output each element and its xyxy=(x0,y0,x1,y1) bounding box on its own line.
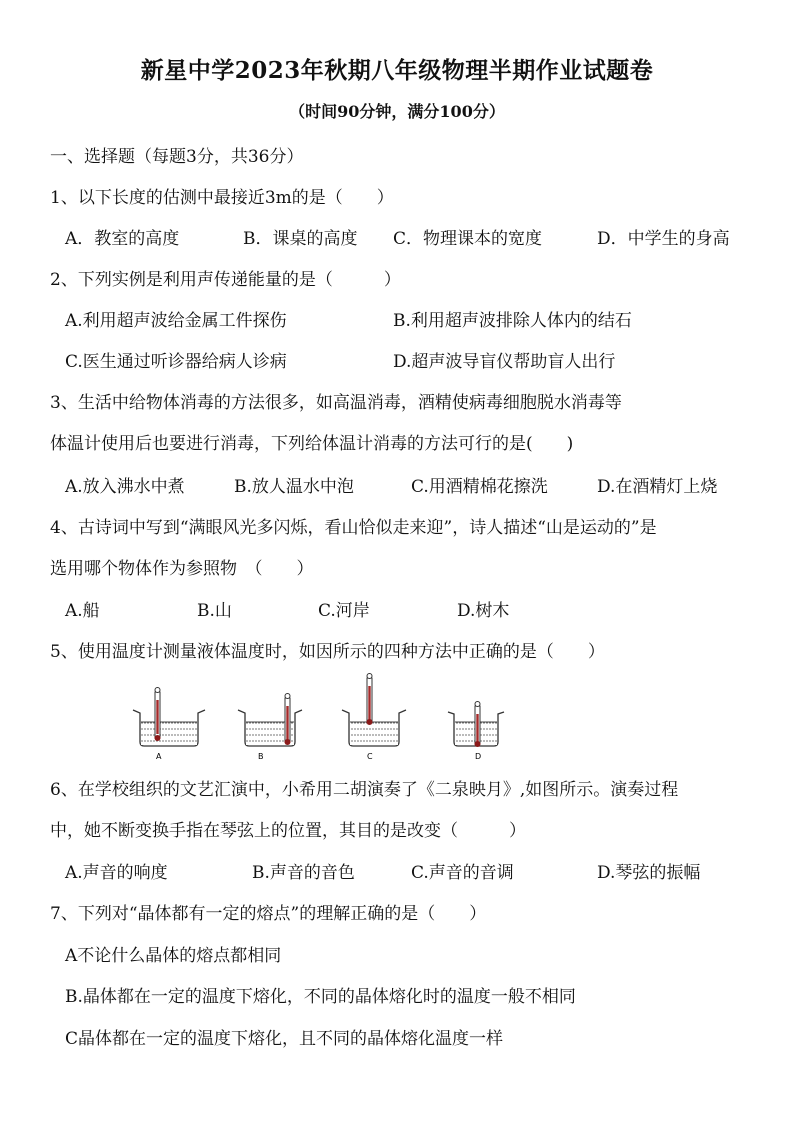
q1-option-d: D．中学生的身高 xyxy=(597,229,730,249)
q6-option-b: B.声音的音色 xyxy=(252,863,355,883)
exam-title: 新星中学2023年秋期八年级物理半期作业试题卷 xyxy=(140,57,654,84)
label-a: A xyxy=(156,752,162,761)
question-6-stem-line2: 中，她不断变换手指在琴弦上的位置，其目的是改变（ ） xyxy=(50,821,526,841)
q4-option-a: A.船 xyxy=(65,601,100,621)
q2-option-d: D.超声波导盲仪帮助盲人出行 xyxy=(393,352,616,372)
q6-option-a: A.声音的响度 xyxy=(65,863,168,883)
question-5-stem: 5、使用温度计测量液体温度时，如因所示的四种方法中正确的是（ ） xyxy=(50,642,605,662)
q1-option-a: A．教室的高度 xyxy=(65,229,180,249)
question-4-stem-line1: 4、古诗词中写到“满眼风光多闪烁，看山恰似走来迎”，诗人描述“山是运动的”是 xyxy=(50,518,657,538)
beaker-d xyxy=(448,702,504,762)
q6-option-c: C.声音的音调 xyxy=(411,863,514,883)
question-4-stem-line2: 选用哪个物体作为参照物 （ ） xyxy=(50,559,314,579)
q3-option-a: A.放入沸水中煮 xyxy=(65,477,185,497)
label-c: C xyxy=(367,752,373,761)
beaker-b xyxy=(238,694,302,762)
beaker-a xyxy=(133,688,205,762)
q4-option-c: C.河岸 xyxy=(318,601,370,621)
question-3-stem-line2: 体温计使用后也要进行消毒，下列给体温计消毒的方法可行的是( ) xyxy=(50,434,574,454)
question-7-stem: 7、下列对“晶体都有一定的熔点”的理解正确的是（ ） xyxy=(50,904,487,924)
q2-option-a: A.利用超声波给金属工件探伤 xyxy=(65,311,287,331)
question-2-stem: 2、下列实例是利用声传递能量的是（ ） xyxy=(50,270,401,290)
section-heading: 一、选择题（每题3分，共36分） xyxy=(50,147,304,167)
q3-option-b: B.放人温水中泡 xyxy=(234,477,354,497)
q3-option-c: C.用酒精棉花擦洗 xyxy=(411,477,548,497)
q3-option-d: D.在酒精灯上烧 xyxy=(597,477,718,497)
question-3-stem-line1: 3、生活中给物体消毒的方法很多，如高温消毒，酒精使病毒细胞脱水消毒等 xyxy=(50,393,622,413)
beaker-c xyxy=(342,674,406,762)
q6-option-d: D.琴弦的振幅 xyxy=(597,863,701,883)
label-d: D xyxy=(475,752,482,761)
q4-option-d: D.树木 xyxy=(457,601,510,621)
q1-option-b: B．课桌的高度 xyxy=(243,229,358,249)
label-b: B xyxy=(258,752,264,761)
q4-option-b: B.山 xyxy=(197,601,232,621)
q7-option-c: C晶体都在一定的温度下熔化，且不同的晶体熔化温度一样 xyxy=(65,1029,504,1049)
q2-option-b: B.利用超声波排除人体内的结石 xyxy=(393,311,632,331)
q1-option-c: C．物理课本的宽度 xyxy=(393,229,543,249)
question-1-stem: 1、以下长度的估测中最接近3m的是（ ） xyxy=(50,188,394,208)
exam-subtitle: （时间90分钟，满分100分） xyxy=(289,102,505,121)
question-6-stem-line1: 6、在学校组织的文艺汇演中，小希用二胡演奏了《二泉映月》,如图所示。演奏过程 xyxy=(50,780,679,800)
q7-option-a: A不论什么晶体的熔点都相同 xyxy=(65,946,282,966)
q2-option-c: C.医生通过听诊器给病人诊病 xyxy=(65,352,287,372)
q7-option-b: B.晶体都在一定的温度下熔化，不同的晶体熔化时的温度一般不相同 xyxy=(65,987,576,1007)
